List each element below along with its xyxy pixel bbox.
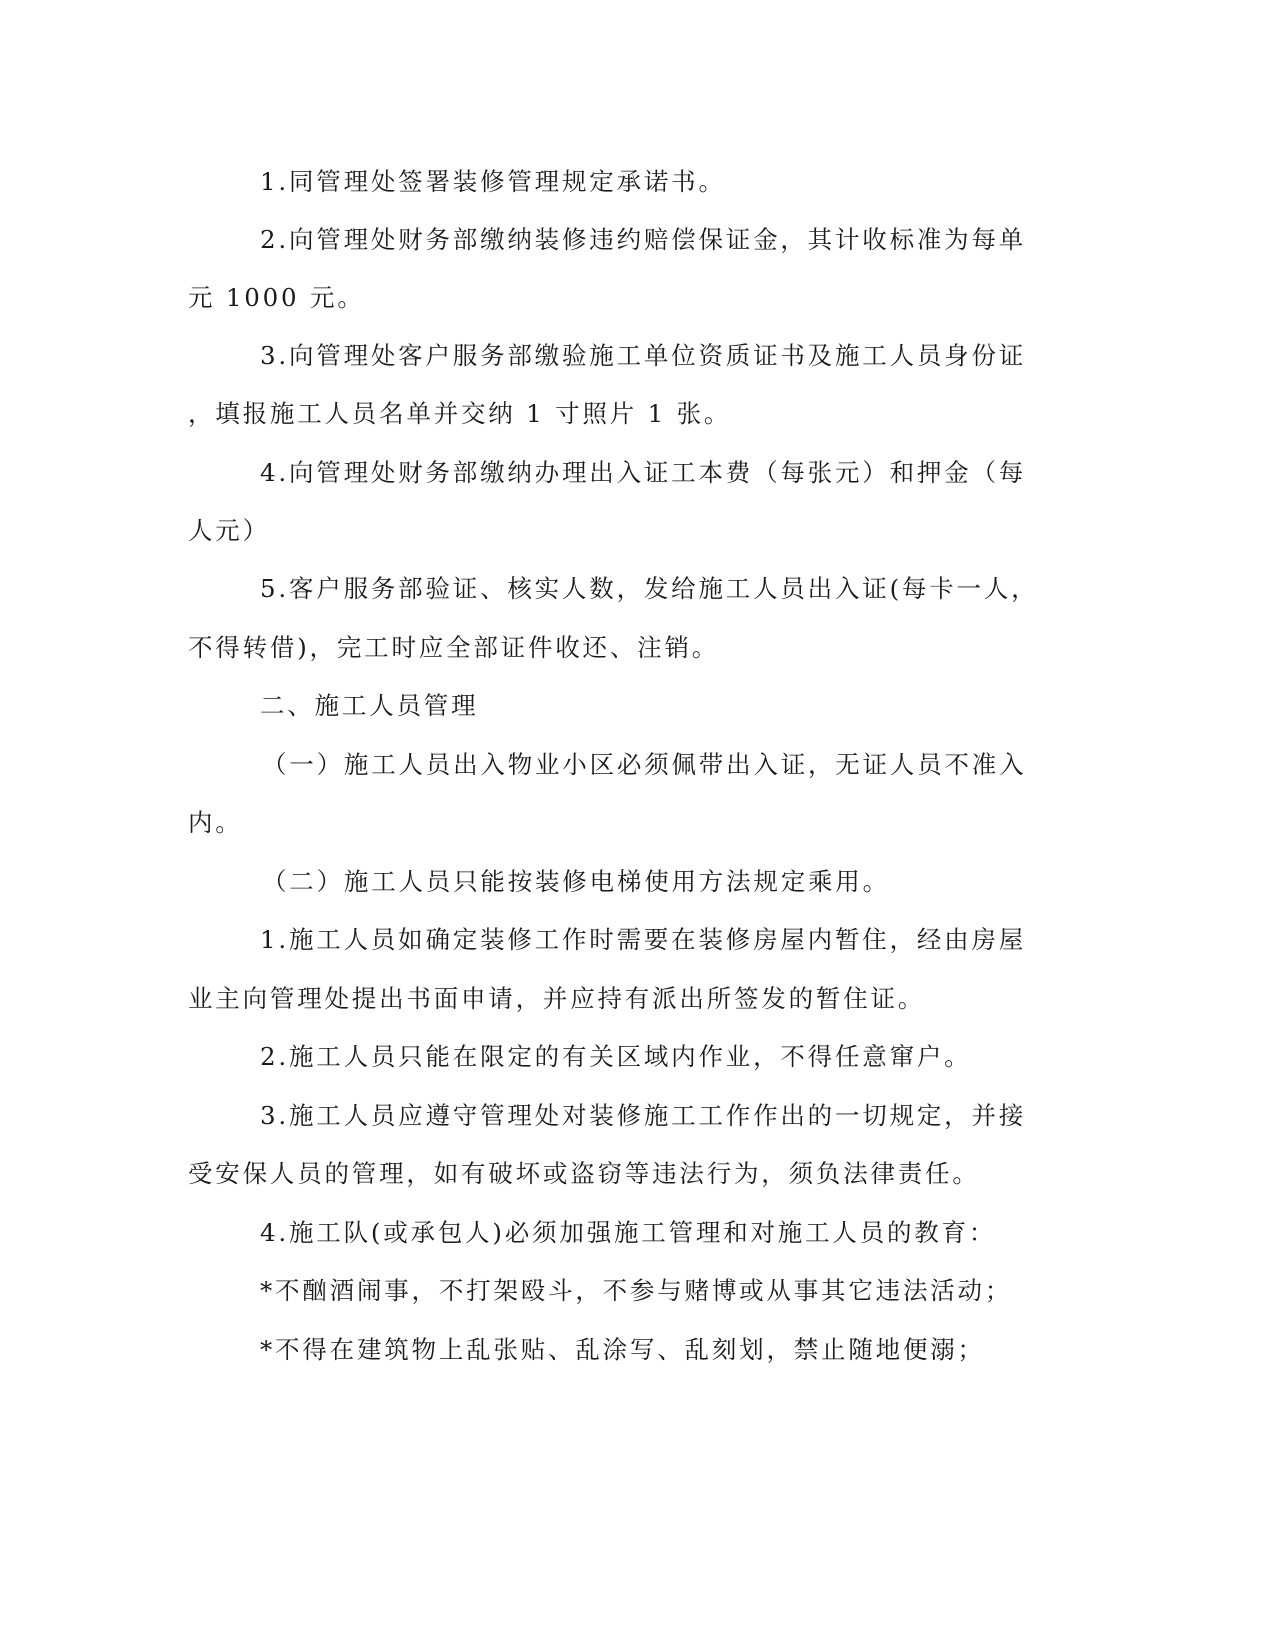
paragraph-item-4-cont: 人元）	[188, 516, 270, 545]
paragraph-item-1: 1.同管理处签署装修管理规定承诺书。	[260, 167, 726, 196]
paragraph-rule-4: 4.施工队(或承包人)必须加强施工管理和对施工人员的教育：	[260, 1218, 997, 1247]
paragraph-item-2-cont: 元 1000 元。	[188, 283, 365, 312]
paragraph-item-4: 4.向管理处财务部缴纳办理出入证工本费（每张元）和押金（每	[260, 458, 1027, 487]
paragraph-item-3-cont: ，填报施工人员名单并交纳 1 寸照片 1 张。	[188, 399, 732, 428]
bullet-item-1: *不酗酒闹事，不打架殴斗，不参与赌博或从事其它违法活动；	[260, 1276, 1013, 1305]
paragraph-item-5-cont: 不得转借)，完工时应全部证件收还、注销。	[188, 633, 720, 662]
paragraph-sub-2: （二）施工人员只能按装修电梯使用方法规定乘用。	[262, 867, 890, 896]
paragraph-item-2: 2.向管理处财务部缴纳装修违约赔偿保证金，其计收标准为每单	[260, 225, 1027, 254]
paragraph-sub-1-cont: 内。	[188, 808, 243, 837]
paragraph-rule-1-cont: 业主向管理处提出书面申请，并应持有派出所签发的暂住证。	[188, 984, 926, 1013]
paragraph-rule-1: 1.施工人员如确定装修工作时需要在装修房屋内暂住，经由房屋	[260, 925, 1027, 954]
paragraph-rule-2: 2.施工人员只能在限定的有关区域内作业，不得任意窜户。	[260, 1042, 972, 1071]
paragraph-rule-3: 3.施工人员应遵守管理处对装修施工工作作出的一切规定，并接	[260, 1101, 1027, 1130]
paragraph-item-5: 5.客户服务部验证、核实人数，发给施工人员出入证(每卡一人，	[260, 574, 1039, 603]
section-heading: 二、施工人员管理	[260, 691, 479, 720]
paragraph-sub-1: （一）施工人员出入物业小区必须佩带出入证，无证人员不准入	[262, 750, 1027, 779]
paragraph-item-3: 3.向管理处客户服务部缴验施工单位资质证书及施工人员身份证	[260, 341, 1027, 370]
bullet-item-2: *不得在建筑物上乱张贴、乱涂写、乱刻划，禁止随地便溺；	[260, 1335, 985, 1364]
paragraph-rule-3-cont: 受安保人员的管理，如有破坏或盗窃等违法行为，须负法律责任。	[188, 1159, 980, 1188]
